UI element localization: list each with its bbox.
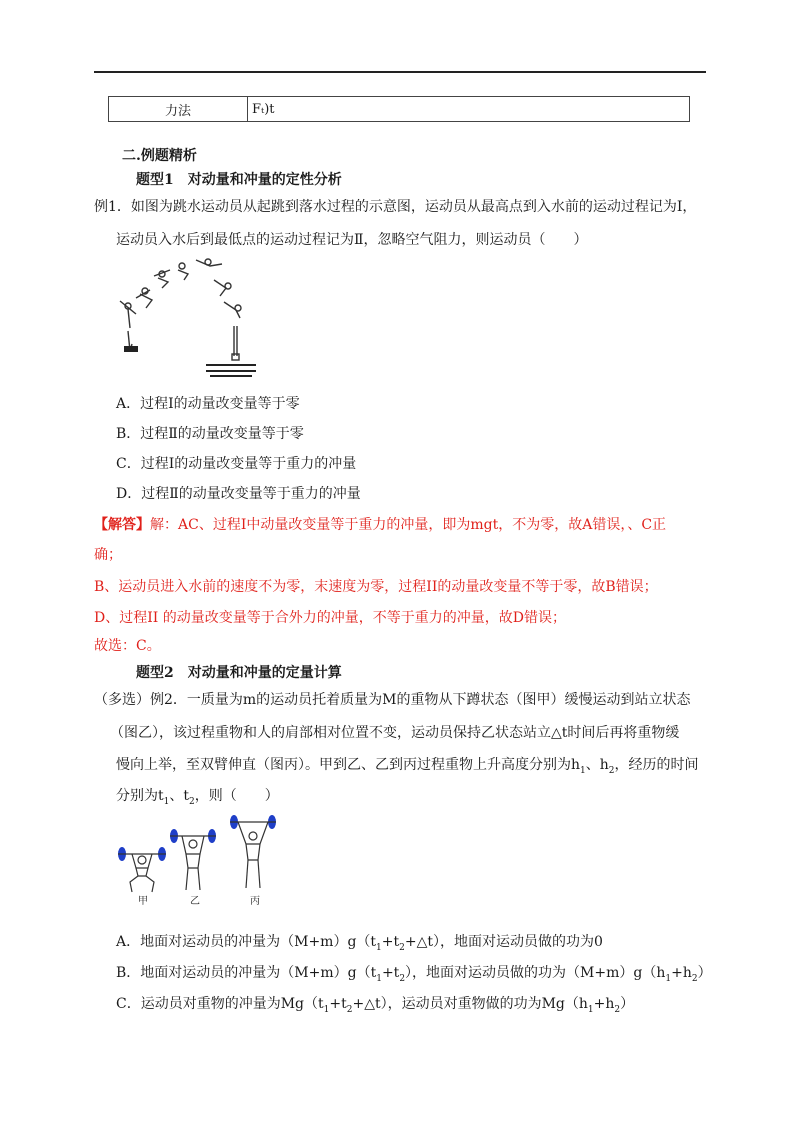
ex2-option-b [116, 963, 712, 989]
opt-text: +h [671, 965, 692, 981]
diver-figure [110, 256, 260, 378]
sub-1: 1 [376, 942, 382, 953]
type2-heading: 题型2 对动量和冲量的定量计算 [136, 665, 342, 681]
ex2-line3-text: ，经历的时间 [614, 757, 699, 773]
sub-2: 2 [399, 942, 405, 953]
opt-text: B．地面对运动员的冲量为（M+m）g（t [116, 965, 377, 981]
figure-label-jia: 甲 [138, 896, 148, 907]
sub-2: 2 [691, 973, 698, 984]
ex2-line4 [116, 786, 279, 812]
opt-text: ） [620, 996, 635, 1012]
figure-label-bing: 丙 [250, 896, 260, 907]
sub-1: 1 [163, 796, 170, 807]
answer-text1: 解：AC、过程Ⅰ中动量改变量等于重力的冲量，即为mgt，不为零，故A错误，、C正 [150, 517, 667, 533]
sub-1: 1 [587, 1004, 594, 1015]
ex2-line3-text: 慢向上举，至双臂伸直（图丙）。甲到乙、乙到丙过程重物上升高度分别为h [116, 757, 581, 773]
ex1-line1: 例1．如图为跳水运动员从起跳到落水过程的示意图，运动员从最高点到入水前的运动过程记为Ⅰ， [94, 199, 697, 215]
option-d: D．过程Ⅱ的动量改变量等于重力的冲量 [116, 486, 361, 502]
opt-text: A．地面对运动员的冲量为（M+m）g（t [116, 934, 377, 950]
sub-2: 2 [399, 973, 406, 984]
ex2-option-c [116, 994, 634, 1020]
table-label-cell: 力法 [109, 97, 248, 122]
opt-text: +t [381, 934, 400, 950]
ex2-line4-text: 分别为t [116, 788, 164, 804]
opt-text: +t [381, 965, 400, 981]
ex2-line4-text: 、t [169, 788, 190, 804]
opt-text: +△t），运动员对重物做的功为Mg（h [352, 996, 588, 1012]
opt-text: ），地面对运动员做的功为（M+m）g（h [405, 965, 666, 981]
answer-line1 [94, 515, 666, 535]
ex2-line2: （图乙），该过程重物和人的肩部相对位置不变，运动员保持乙状态站立△t时间后再将重物缓 [110, 725, 680, 741]
opt-text: +t [329, 996, 347, 1012]
definition-table [108, 96, 690, 122]
answer-line2: 确； [94, 547, 122, 563]
figure-label-yi: 乙 [190, 896, 200, 907]
option-b: B．过程Ⅱ的动量改变量等于零 [116, 426, 304, 442]
sub-2: 2 [608, 765, 615, 776]
ex2-line1: （多选）例2．一质量为m的运动员托着质量为M的重物从下蹲状态（图甲）缓慢运动到站立状态 [94, 692, 691, 708]
ex2-line3 [116, 755, 699, 781]
answer-tag: 【解答】 [94, 517, 150, 533]
sub-2: 2 [189, 796, 195, 807]
ex2-line4-text: ，则（ ） [194, 788, 279, 804]
option-a: A．过程Ⅰ的动量改变量等于零 [116, 396, 300, 412]
opt-text: +h [593, 996, 615, 1012]
section-title: 二.例题精析 [122, 148, 197, 164]
opt-text: +△t），地面对运动员做的功为0 [404, 934, 603, 950]
sub-1: 1 [580, 765, 586, 776]
table-value-cell: Fₜ)t [248, 97, 690, 122]
option-c: C．过程Ⅰ的动量改变量等于重力的冲量 [116, 456, 357, 472]
opt-text: ） [697, 965, 712, 981]
opt-text: C．运动员对重物的冲量为Mg（t [116, 996, 324, 1012]
table-row [109, 97, 690, 122]
header-rule [94, 71, 706, 73]
answer-line5: 故选：C。 [94, 638, 161, 654]
sub-1: 1 [376, 973, 382, 984]
sub-1: 1 [665, 973, 672, 984]
ex1-line2: 运动员入水后到最低点的运动过程记为Ⅱ，忽略空气阻力，则运动员（ ） [116, 232, 588, 248]
ex2-line3-text: 、h [585, 757, 609, 773]
sub-1: 1 [323, 1004, 330, 1015]
sub-2: 2 [614, 1004, 621, 1015]
answer-line3: B、运动员进入水前的速度不为零，末速度为零，过程II的动量改变量不等于零，故B错误； [94, 579, 658, 595]
type1-heading: 题型1 对动量和冲量的定性分析 [136, 172, 342, 188]
ex2-option-a [116, 932, 603, 958]
sub-2: 2 [346, 1004, 353, 1015]
answer-line4: D、过程II 的动量改变量等于合外力的冲量，不等于重力的冲量，故D错误； [94, 610, 566, 626]
